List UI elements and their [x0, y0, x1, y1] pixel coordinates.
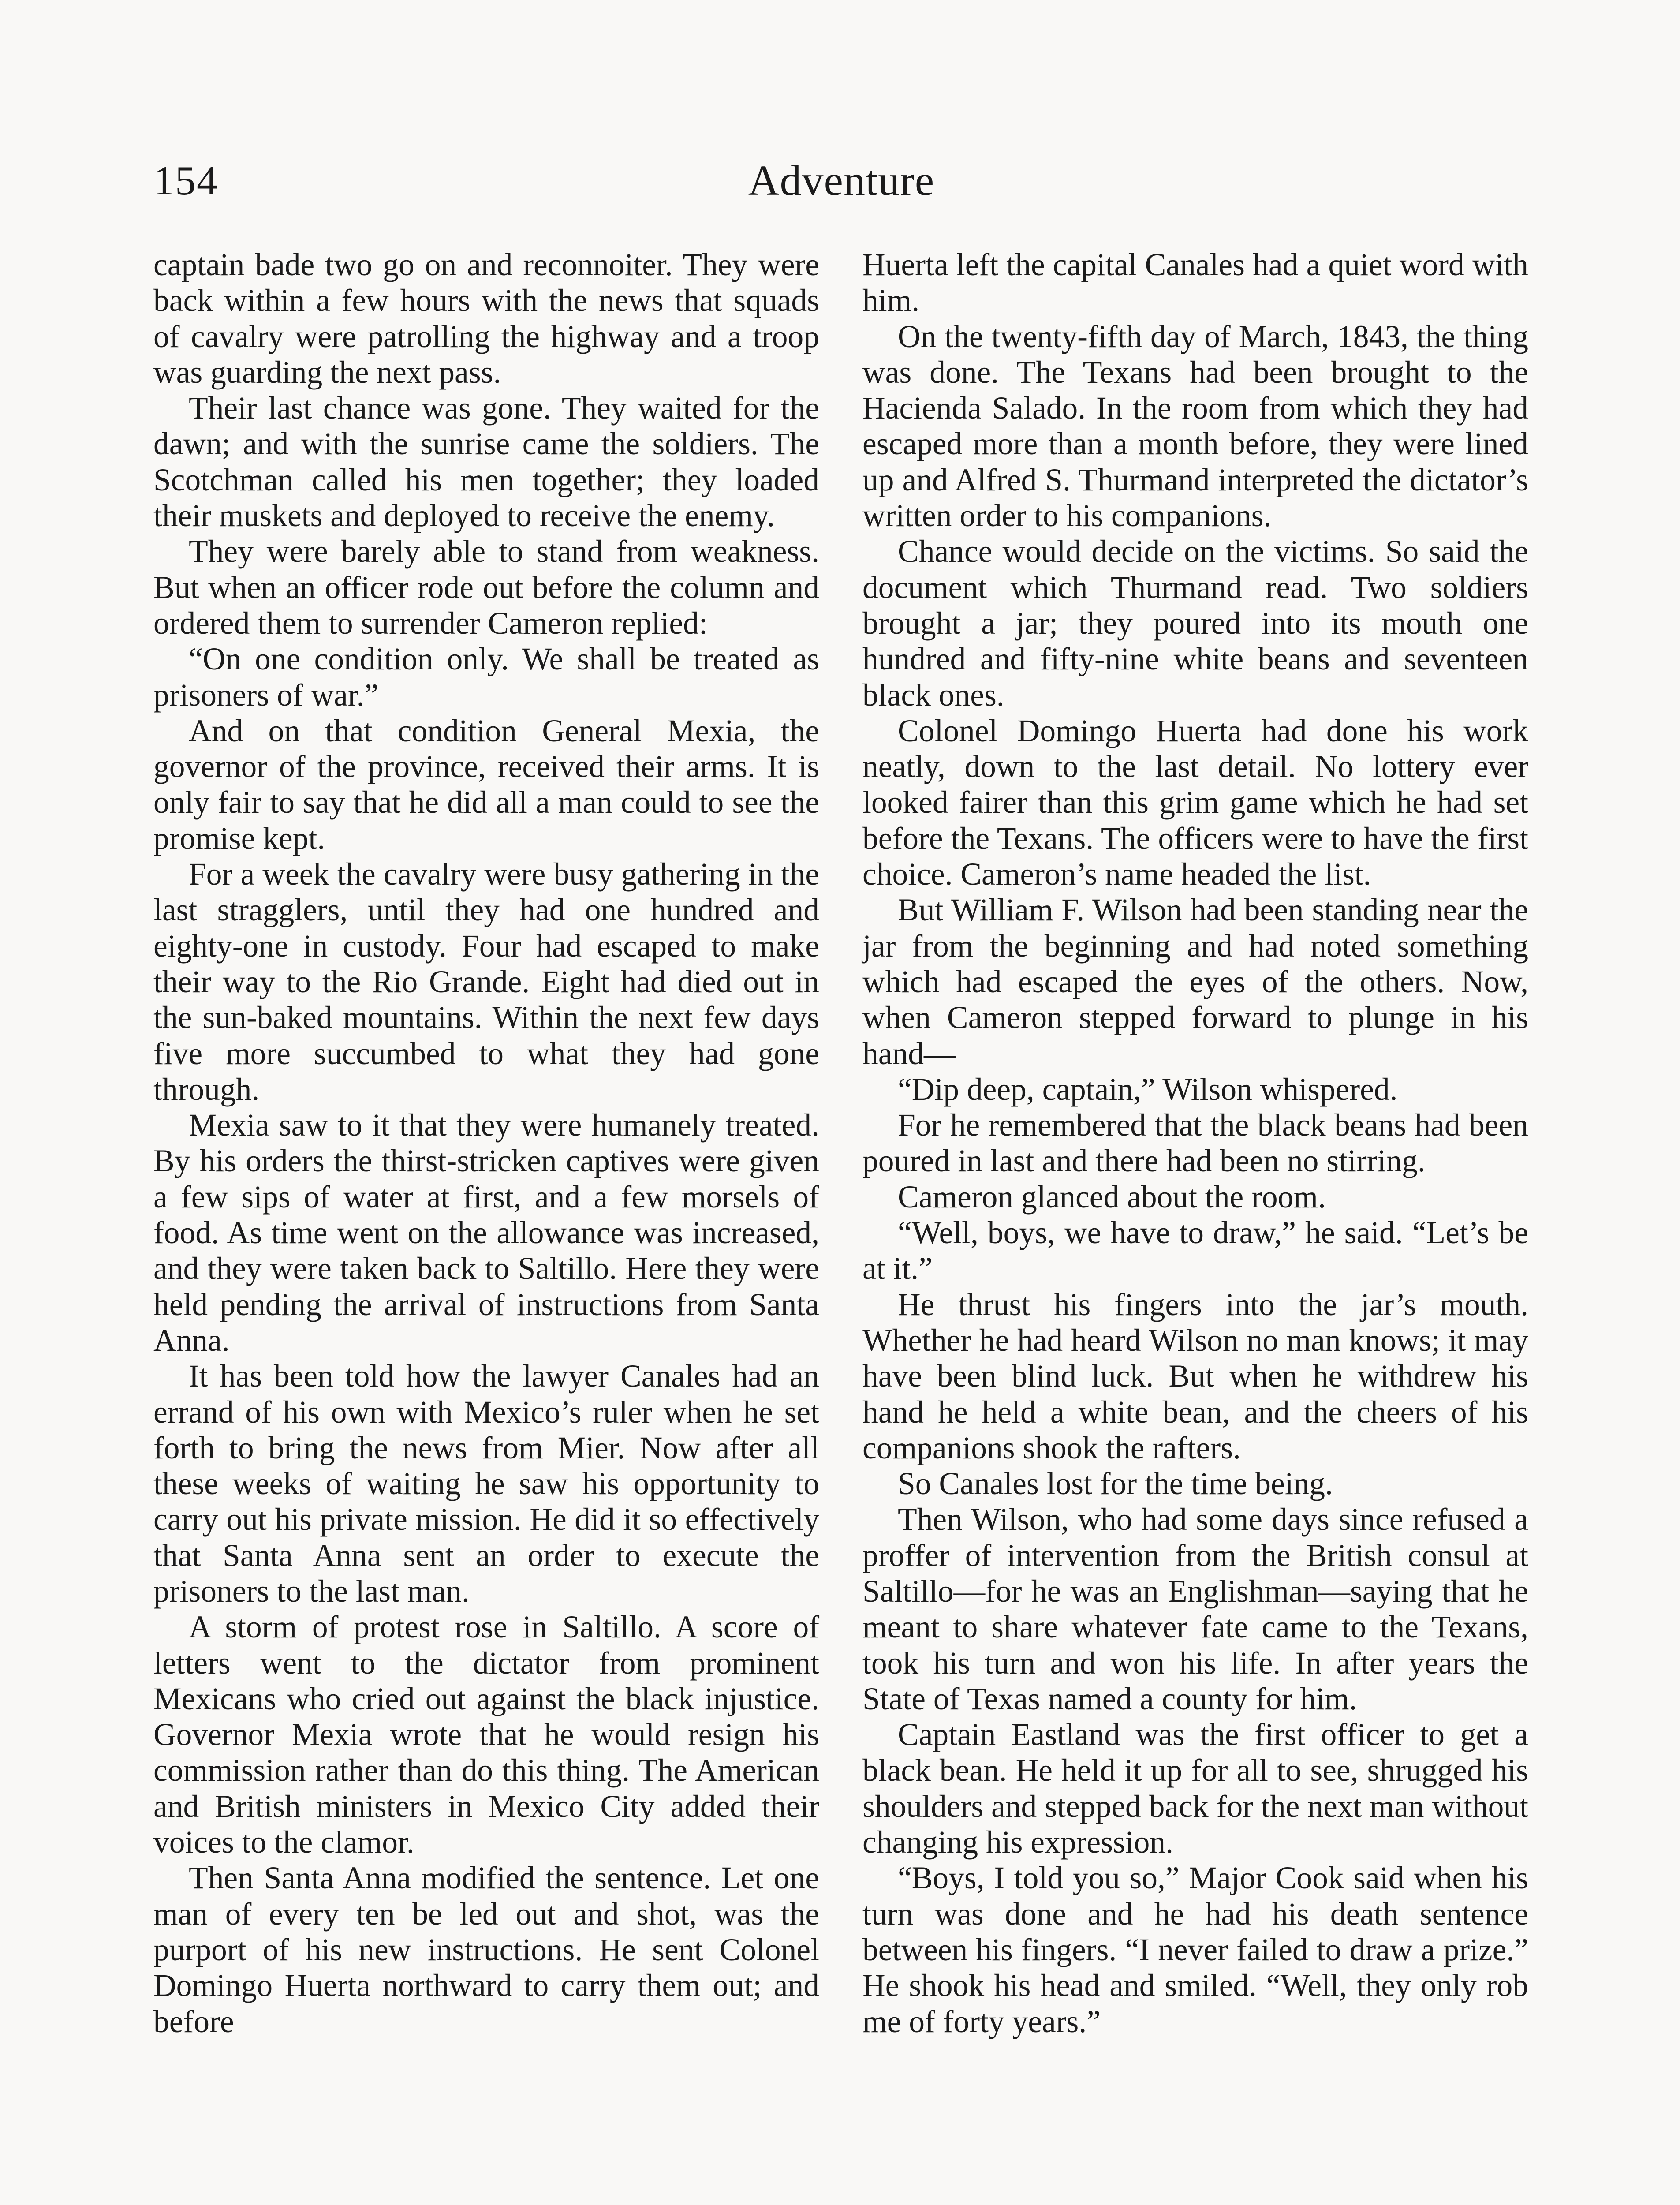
paragraph: And on that condition General Mexia, the governor of the province, received their arms. It is only fair to say that he did all a man could to see the promise kept.: [153, 713, 819, 856]
paragraph: On the twenty-fifth day of March, 1843, the thing was done. The Texans had been brought to the Hacienda Salado. In the room from which they had escaped more than a month before, they were lined up and Alfred S. Thurmand interpreted the dictator’s written order to his companions.: [862, 319, 1528, 534]
paragraph: It has been told how the lawyer Canales had an errand of his own with Mexico’s ruler when he set forth to bring the news from Mier. Now after all these weeks of waiting he saw his opportunity to carry out his private mission. He did it so effectively that Santa Anna sent an order to execute the prisoners to the last man.: [153, 1359, 819, 1609]
paragraph: “Well, boys, we have to draw,” he said. “Let’s be at it.”: [862, 1215, 1528, 1286]
paragraph: Chance would decide on the victims. So said the document which Thurmand read. Two soldiers brought a jar; they poured into its mouth one hundred and fifty-nine white beans and seventeen black ones.: [862, 534, 1528, 713]
page-header: [153, 154, 1529, 207]
paragraph: Cameron glanced about the room.: [898, 1179, 1326, 1215]
paragraph: Huerta left the capital Canales had a quiet word with him.: [862, 247, 1528, 318]
paragraph: Colonel Domingo Huerta had done his work neatly, down to the last detail. No lottery ever looked fairer than this grim game which he had set before the Texans. The officers were to have the first choice. Cameron’s name headed the list.: [862, 713, 1528, 892]
paragraph: captain bade two go on and reconnoiter. They were back within a few hours with the news that squads of cavalry were patrolling the highway and a troop was guarding the next pass.: [153, 247, 819, 390]
paragraph: For a week the cavalry were busy gathering in the last stragglers, until they had one hundred and eighty-one in custody. Four had escaped to make their way to the Rio Grande. Eight had died out in the sun-baked mountains. Within the next few days five more succumbed to what they had gone through.: [153, 857, 819, 1107]
paragraph: A storm of protest rose in Saltillo. A score of letters went to the dictator from prominent Mexicans who cried out against the black injustice. Governor Mexia wrote that he would resign his commission rather than do this thing. The American and British ministers in Mexico City added their voices to the clamor.: [153, 1610, 819, 1860]
paragraph: “Dip deep, captain,” Wilson whispered.: [898, 1072, 1398, 1107]
paragraph: But William F. Wilson had been standing near the jar from the beginning and had noted something which had escaped the eyes of the others. Now, when Cameron stepped forward to plunge in his hand—: [862, 893, 1528, 1071]
paragraph: They were barely able to stand from weakness. But when an officer rode out before the column and ordered them to surrender Cameron replied:: [153, 534, 819, 641]
paragraph: Then Santa Anna modified the sentence. Let one man of every ten be led out and shot, was the purport of his new instructions. He sent Colonel Domingo Huerta northward to carry them out; and before: [153, 1861, 819, 2039]
page-number: 154: [153, 158, 218, 204]
paragraph: Then Wilson, who had some days since refused a proffer of intervention from the British consul at Saltillo—for he was an Englishman—saying that he meant to share whatever fate came to the Texans, took his turn and won his life. In after years the State of Texas named a county for him.: [862, 1502, 1528, 1716]
paragraph: Mexia saw to it that they were humanely treated. By his orders the thirst-stricken captives were given a few sips of water at first, and a few morsels of food. As time went on the allowance was increased, and they were taken back to Saltillo. Here they were held pending the arrival of instructions from Santa Anna.: [153, 1108, 819, 1358]
right-column: [862, 247, 1528, 2040]
paragraph: So Canales lost for the time being.: [898, 1466, 1333, 1502]
paragraph: He thrust his fingers into the jar’s mouth. Whether he had heard Wilson no man knows; it may have been blind luck. But when he withdrew his hand he held a white bean, and the cheers of his companions shook the rafters.: [862, 1287, 1528, 1465]
running-head: Adventure: [748, 157, 935, 205]
paragraph: Their last chance was gone. They waited for the dawn; and with the sunrise came the soldiers. The Scotchman called his men together; they loaded their muskets and deployed to receive the enemy.: [153, 391, 819, 534]
paragraph: “On one condition only. We shall be treated as prisoners of war.”: [153, 642, 819, 713]
paragraph: Captain Eastland was the first officer to get a black bean. He held it up for all to see, shrugged his shoulders and stepped back for the next man without changing his expression.: [862, 1717, 1528, 1860]
paragraph: For he remembered that the black beans had been poured in last and there had been no stirring.: [862, 1108, 1528, 1179]
left-column: [153, 247, 819, 2040]
paragraph: “Boys, I told you so,” Major Cook said when his turn was done and he had his death sentence between his fingers. “I never failed to draw a prize.” He shook his head and smiled. “Well, they only rob me of forty years.”: [862, 1861, 1528, 2039]
